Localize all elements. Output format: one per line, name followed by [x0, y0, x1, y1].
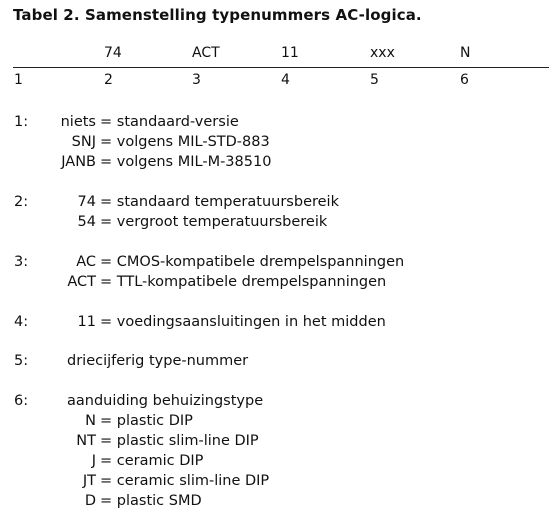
equals-sign: =: [100, 194, 113, 210]
part-family: ACT: [192, 45, 220, 61]
definition-row: [0, 114, 556, 134]
part-series: 74: [104, 45, 122, 61]
part-pinout: 11: [281, 45, 299, 61]
header-divider: [13, 67, 549, 68]
definition: [100, 114, 239, 130]
definition: [100, 134, 270, 150]
definition-row: [0, 493, 556, 513]
definition: [100, 274, 386, 290]
equals-sign: =: [100, 134, 113, 150]
code: JT: [82, 473, 96, 489]
definition-text: volgens MIL-STD-883: [116, 134, 270, 150]
definition-row: [0, 134, 556, 154]
code: niets: [60, 114, 96, 130]
equals-sign: =: [100, 493, 113, 509]
code: 11: [77, 314, 96, 330]
definition-text: plastic DIP: [116, 413, 193, 429]
code: D: [84, 493, 96, 509]
equals-sign: =: [100, 473, 113, 489]
definition: [100, 473, 269, 489]
equals-sign: =: [100, 254, 113, 270]
position-3: 3: [192, 72, 201, 88]
definition-row: [0, 194, 556, 214]
definition-text: plastic SMD: [116, 493, 202, 509]
definition-text: driecijferig type-nummer: [67, 353, 249, 369]
definition: [100, 453, 203, 469]
definition: [100, 194, 339, 210]
definition: [100, 493, 202, 509]
definition: [100, 314, 386, 330]
section-number: 2:: [14, 194, 29, 210]
definition-text: CMOS-kompatibele drempelspanningen: [116, 254, 405, 270]
definition: [100, 154, 271, 170]
section-number: 4:: [14, 314, 29, 330]
section-number: 3:: [14, 254, 29, 270]
definition-text: TTL-kompatibele drempelspanningen: [116, 274, 387, 290]
code: SNJ: [71, 134, 96, 150]
definition-row: [0, 254, 556, 274]
definition-text: ceramic slim-line DIP: [116, 473, 270, 489]
code: JANB: [61, 154, 96, 170]
definition: [100, 214, 327, 230]
definition-row: [0, 314, 556, 334]
equals-sign: =: [100, 114, 113, 130]
table-title: Tabel 2. Samenstelling typenummers AC-logica.: [13, 6, 422, 24]
equals-sign: =: [100, 214, 113, 230]
definition: [100, 413, 193, 429]
position-numbers-row: [0, 72, 556, 92]
equals-sign: =: [100, 154, 113, 170]
code: ACT: [67, 274, 96, 290]
position-6: 6: [460, 72, 469, 88]
definition-row: [0, 214, 556, 234]
code: NT: [76, 433, 96, 449]
definition-text: standaard temperatuursbereik: [116, 194, 339, 210]
definition-text: standaard-versie: [116, 114, 239, 130]
definition-row: [0, 473, 556, 493]
definition-row: [0, 413, 556, 433]
section-number: 1:: [14, 114, 29, 130]
code: AC: [76, 254, 96, 270]
definition-text: ceramic DIP: [116, 453, 204, 469]
position-4: 4: [281, 72, 290, 88]
code: N: [85, 413, 96, 429]
section-number: 5:: [14, 353, 29, 369]
position-2: 2: [104, 72, 113, 88]
definition: [100, 254, 404, 270]
definition-row: [0, 433, 556, 453]
definition-text: plastic slim-line DIP: [116, 433, 259, 449]
position-5: 5: [370, 72, 379, 88]
part-package: N: [460, 45, 471, 61]
code: J: [91, 453, 96, 469]
equals-sign: =: [100, 314, 113, 330]
section-number: 6:: [14, 393, 29, 409]
position-1: 1: [14, 72, 23, 88]
definition-row: [0, 453, 556, 473]
definition-text: voedingsaansluitingen in het midden: [116, 314, 386, 330]
definition: [100, 433, 259, 449]
equals-sign: =: [100, 274, 113, 290]
equals-sign: =: [100, 453, 113, 469]
section-heading: aanduiding behuizingstype: [67, 393, 264, 409]
equals-sign: =: [100, 433, 113, 449]
definition-row: [0, 154, 556, 174]
definition-text: vergroot temperatuursbereik: [116, 214, 328, 230]
code: 54: [77, 214, 96, 230]
part-type-number: xxx: [370, 45, 395, 61]
definition-row: [0, 274, 556, 294]
code: 74: [77, 194, 96, 210]
type-number-parts-row: [0, 45, 556, 65]
equals-sign: =: [100, 413, 113, 429]
definition-text: volgens MIL-M-38510: [116, 154, 272, 170]
